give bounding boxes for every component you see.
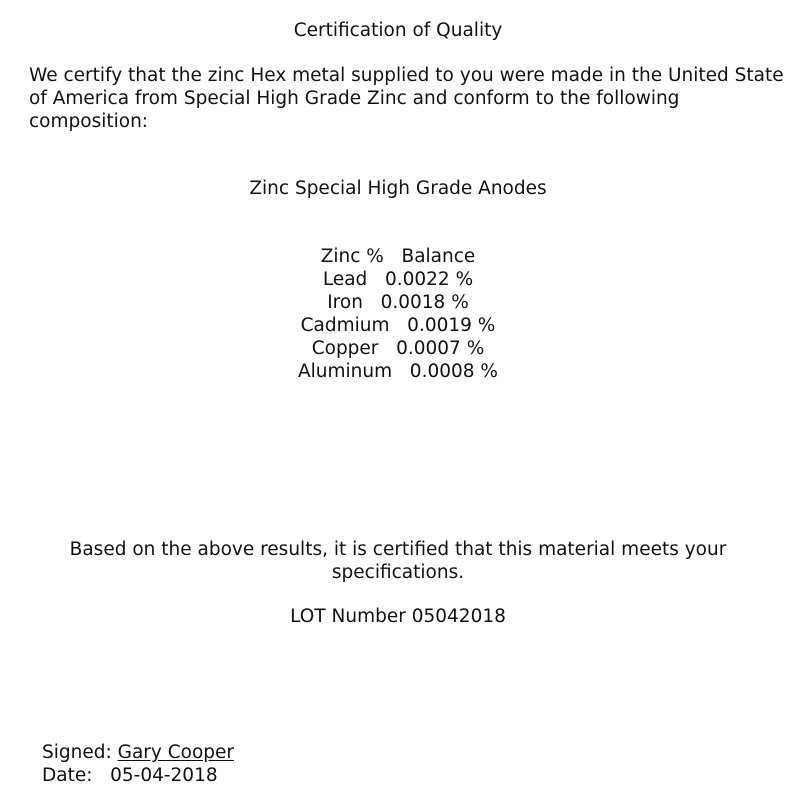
element-value: 0.0019 % xyxy=(407,315,496,336)
element-value: 0.0018 % xyxy=(380,292,469,313)
lot-number: 05042018 xyxy=(411,606,506,627)
composition-row-lead xyxy=(0,268,796,291)
composition-row-iron xyxy=(0,291,796,314)
document-title: Certification of Quality xyxy=(293,20,503,41)
element-name: Iron xyxy=(327,292,363,313)
element-name: Copper xyxy=(311,338,379,359)
element-name: Cadmium xyxy=(300,315,390,336)
signature-line xyxy=(42,741,234,764)
intro-paragraph: We certify that the zinc Hex metal supplied to you were made in the United State of America from Special High Grade Zinc and conform to the following composition: xyxy=(29,65,784,132)
composition-row-zinc xyxy=(0,245,796,268)
date-line xyxy=(42,764,218,787)
date-label: Date: xyxy=(42,765,93,786)
composition-row-copper xyxy=(0,337,796,360)
element-name: Lead xyxy=(322,269,368,290)
element-name: Aluminum xyxy=(297,361,393,382)
product-title: Zinc Special High Grade Anodes xyxy=(249,178,547,199)
composition-row-cadmium xyxy=(0,314,796,337)
date-value: 05-04-2018 xyxy=(110,765,218,786)
signer-name: Gary Cooper xyxy=(117,742,235,763)
element-name: Zinc % xyxy=(320,246,384,267)
composition-list xyxy=(0,245,796,383)
conclusion-paragraph: Based on the above results, it is certified that this material meets your specifications. xyxy=(69,539,727,583)
lot-number-line xyxy=(0,605,796,628)
element-value: 0.0022 % xyxy=(384,269,474,290)
composition-row-aluminum xyxy=(0,360,796,383)
element-value: 0.0008 % xyxy=(409,361,498,382)
lot-label: LOT Number xyxy=(290,606,406,627)
signed-label: Signed: xyxy=(42,742,112,763)
element-value: 0.0007 % xyxy=(396,338,485,359)
element-value: Balance xyxy=(401,246,476,267)
